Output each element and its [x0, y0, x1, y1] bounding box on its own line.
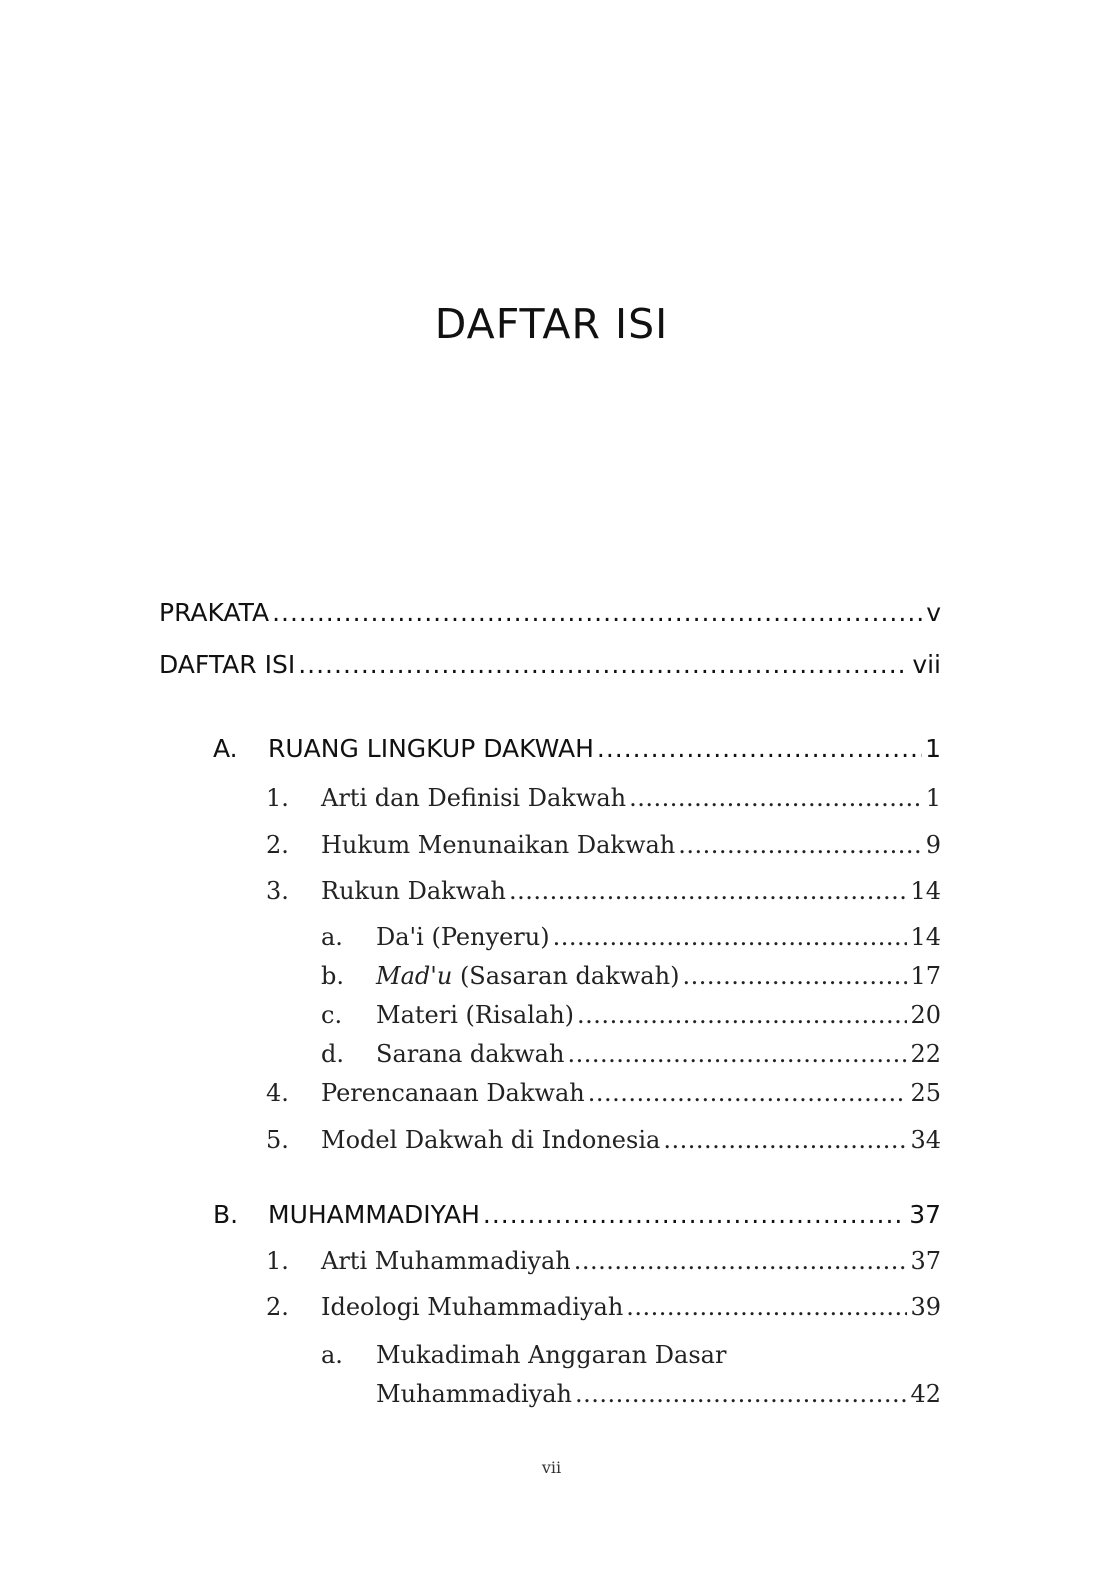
- toc-subitem-b2a-line1[interactable]: [321, 1341, 941, 1369]
- toc-subitem-a3a[interactable]: [321, 923, 941, 951]
- item-title: Arti dan Definisi Dakwah: [321, 784, 627, 812]
- item-page: 37: [910, 1247, 941, 1275]
- leader-dots: [678, 831, 922, 859]
- toc-item-a5[interactable]: [266, 1126, 941, 1154]
- subitem-page: 22: [910, 1040, 941, 1068]
- leader-dots: [509, 877, 907, 905]
- item-title: Model Dakwah di Indonesia: [321, 1126, 661, 1154]
- leader-dots: [588, 1079, 908, 1107]
- leader-dots: [553, 923, 908, 951]
- leader-dots: [597, 734, 922, 763]
- item-label: 1.: [266, 784, 289, 812]
- subitem-page: 17: [910, 962, 941, 990]
- leader-dots: [682, 962, 907, 990]
- item-label: 2.: [266, 831, 289, 859]
- toc-entry-title: PRAKATA: [159, 598, 270, 627]
- subitem-page: 42: [910, 1380, 941, 1408]
- toc-subitem-b2a-line2[interactable]: [376, 1380, 941, 1408]
- item-page: 9: [925, 831, 941, 859]
- item-title: Ideologi Muhammadiyah: [321, 1293, 624, 1321]
- subitem-label: d.: [321, 1040, 344, 1068]
- toc-item-a3[interactable]: [266, 877, 941, 905]
- toc-section-b[interactable]: [213, 1200, 941, 1229]
- toc-subitem-a3b[interactable]: [321, 962, 941, 990]
- leader-dots: [483, 1200, 906, 1229]
- toc-item-b2[interactable]: [266, 1293, 941, 1321]
- subitem-title: [376, 962, 679, 990]
- item-label: 2.: [266, 1293, 289, 1321]
- toc-subitem-a3d[interactable]: [321, 1040, 941, 1068]
- toc-item-a1[interactable]: [266, 784, 941, 812]
- subitem-label: b.: [321, 962, 344, 990]
- leader-dots: [575, 1380, 907, 1408]
- toc-subitem-a3c[interactable]: [321, 1001, 941, 1029]
- toc-entry-title: DAFTAR ISI: [159, 650, 296, 679]
- item-page: 34: [910, 1126, 941, 1154]
- item-page: 39: [910, 1293, 941, 1321]
- toc-item-a2[interactable]: [266, 831, 941, 859]
- item-label: 4.: [266, 1079, 289, 1107]
- subitem-label: c.: [321, 1001, 343, 1029]
- toc-entry-page: v: [926, 598, 941, 627]
- item-label: 1.: [266, 1247, 289, 1275]
- leader-dots: [574, 1247, 908, 1275]
- item-title: Arti Muhammadiyah: [321, 1247, 571, 1275]
- subitem-title-italic: Mad'u: [376, 962, 453, 990]
- subitem-title-continued: Muhammadiyah: [376, 1380, 572, 1408]
- subitem-title: Da'i (Penyeru): [376, 923, 550, 951]
- subitem-title: Sarana dakwah: [376, 1040, 565, 1068]
- section-title: RUANG LINGKUP DAKWAH: [268, 734, 594, 763]
- section-label: A.: [213, 734, 238, 763]
- page-title: DAFTAR ISI: [434, 300, 669, 348]
- toc-section-a[interactable]: [213, 734, 941, 763]
- item-page: 1: [925, 784, 941, 812]
- leader-dots: [626, 1293, 907, 1321]
- item-label: 5.: [266, 1126, 289, 1154]
- leader-dots: [567, 1040, 907, 1068]
- section-title: MUHAMMADIYAH: [268, 1200, 480, 1229]
- item-page: 25: [910, 1079, 941, 1107]
- subitem-page: 20: [910, 1001, 941, 1029]
- toc-entry-page: vii: [912, 650, 941, 679]
- subitem-title-rest: (Sasaran dakwah): [452, 962, 680, 990]
- toc-item-b1[interactable]: [266, 1247, 941, 1275]
- page-number: vii: [541, 1458, 562, 1477]
- item-title: Perencanaan Dakwah: [321, 1079, 585, 1107]
- leader-dots: [272, 598, 923, 627]
- item-label: 3.: [266, 877, 289, 905]
- subitem-label: a.: [321, 923, 343, 951]
- toc-entry-daftar-isi[interactable]: [159, 650, 941, 679]
- item-title: Hukum Menunaikan Dakwah: [321, 831, 676, 859]
- item-page: 14: [910, 877, 941, 905]
- subitem-label: a.: [321, 1341, 343, 1369]
- toc-entry-prakata[interactable]: [159, 598, 941, 627]
- subitem-title: Mukadimah Anggaran Dasar: [376, 1341, 727, 1369]
- leader-dots: [298, 650, 909, 679]
- leader-dots: [629, 784, 923, 812]
- section-page: 1: [925, 734, 941, 763]
- leader-dots: [577, 1001, 907, 1029]
- toc-item-a4[interactable]: [266, 1079, 941, 1107]
- item-title: Rukun Dakwah: [321, 877, 507, 905]
- subitem-title: Materi (Risalah): [376, 1001, 575, 1029]
- subitem-page: 14: [910, 923, 941, 951]
- leader-dots: [663, 1126, 907, 1154]
- section-label: B.: [213, 1200, 239, 1229]
- section-page: 37: [909, 1200, 941, 1229]
